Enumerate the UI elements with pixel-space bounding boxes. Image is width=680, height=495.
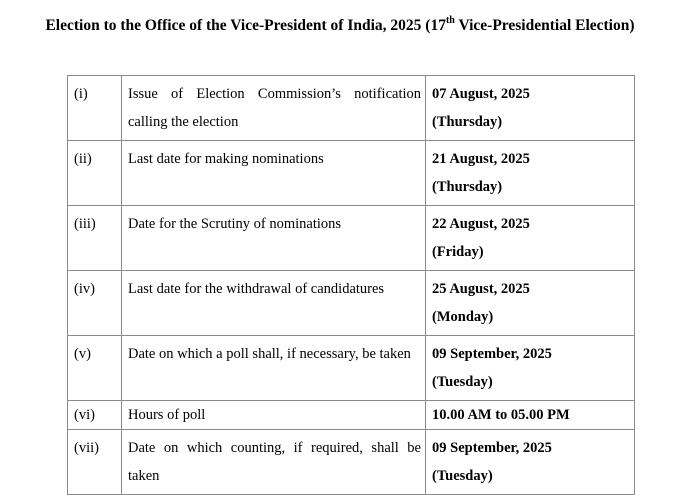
title-superscript: th — [445, 14, 455, 26]
table-row — [68, 430, 635, 495]
event-description: Date for the Scrutiny of nominations — [122, 206, 426, 271]
event-date: 07 August, 2025 — [432, 86, 530, 102]
event-day: (Thursday) — [432, 114, 503, 130]
event-day: (Friday) — [432, 244, 484, 260]
table-row — [68, 401, 635, 430]
event-day: (Tuesday) — [432, 468, 493, 484]
event-description: Last date for making nominations — [122, 141, 426, 206]
event-date-cell — [426, 401, 635, 430]
event-date: 10.00 AM to 05.00 PM — [432, 407, 570, 423]
event-date-cell — [426, 206, 635, 271]
event-date: 21 August, 2025 — [432, 151, 530, 167]
event-day: (Tuesday) — [432, 374, 493, 390]
row-number: (iv) — [68, 271, 122, 336]
event-description: Hours of poll — [122, 401, 426, 430]
event-description: Date on which counting, if required, shall be taken — [122, 430, 426, 495]
event-date: 09 September, 2025 — [432, 440, 552, 456]
event-date-cell — [426, 76, 635, 141]
table-row — [68, 271, 635, 336]
election-schedule-table — [67, 75, 635, 495]
event-description: Last date for the withdrawal of candidatures — [122, 271, 426, 336]
event-day: (Monday) — [432, 309, 494, 325]
table-row — [68, 336, 635, 401]
row-number: (ii) — [68, 141, 122, 206]
row-number: (i) — [68, 76, 122, 141]
title-prefix: Election to the Office of the Vice-President of India, 2025 (17 — [45, 17, 446, 34]
event-date-cell — [426, 336, 635, 401]
event-date: 22 August, 2025 — [432, 216, 530, 232]
row-number: (v) — [68, 336, 122, 401]
row-number: (vii) — [68, 430, 122, 495]
event-date-cell — [426, 141, 635, 206]
event-description: Issue of Election Commission’s notification calling the election — [122, 76, 426, 141]
table-row — [68, 141, 635, 206]
title-suffix: Vice-Presidential Election) — [454, 17, 635, 34]
document-title — [0, 14, 680, 35]
event-date-cell — [426, 271, 635, 336]
event-day: (Thursday) — [432, 179, 503, 195]
row-number: (vi) — [68, 401, 122, 430]
event-date: 25 August, 2025 — [432, 281, 530, 297]
event-date: 09 September, 2025 — [432, 346, 552, 362]
event-description: Date on which a poll shall, if necessary, be taken — [122, 336, 426, 401]
table-row — [68, 206, 635, 271]
row-number: (iii) — [68, 206, 122, 271]
table-row — [68, 76, 635, 141]
event-date-cell — [426, 430, 635, 495]
